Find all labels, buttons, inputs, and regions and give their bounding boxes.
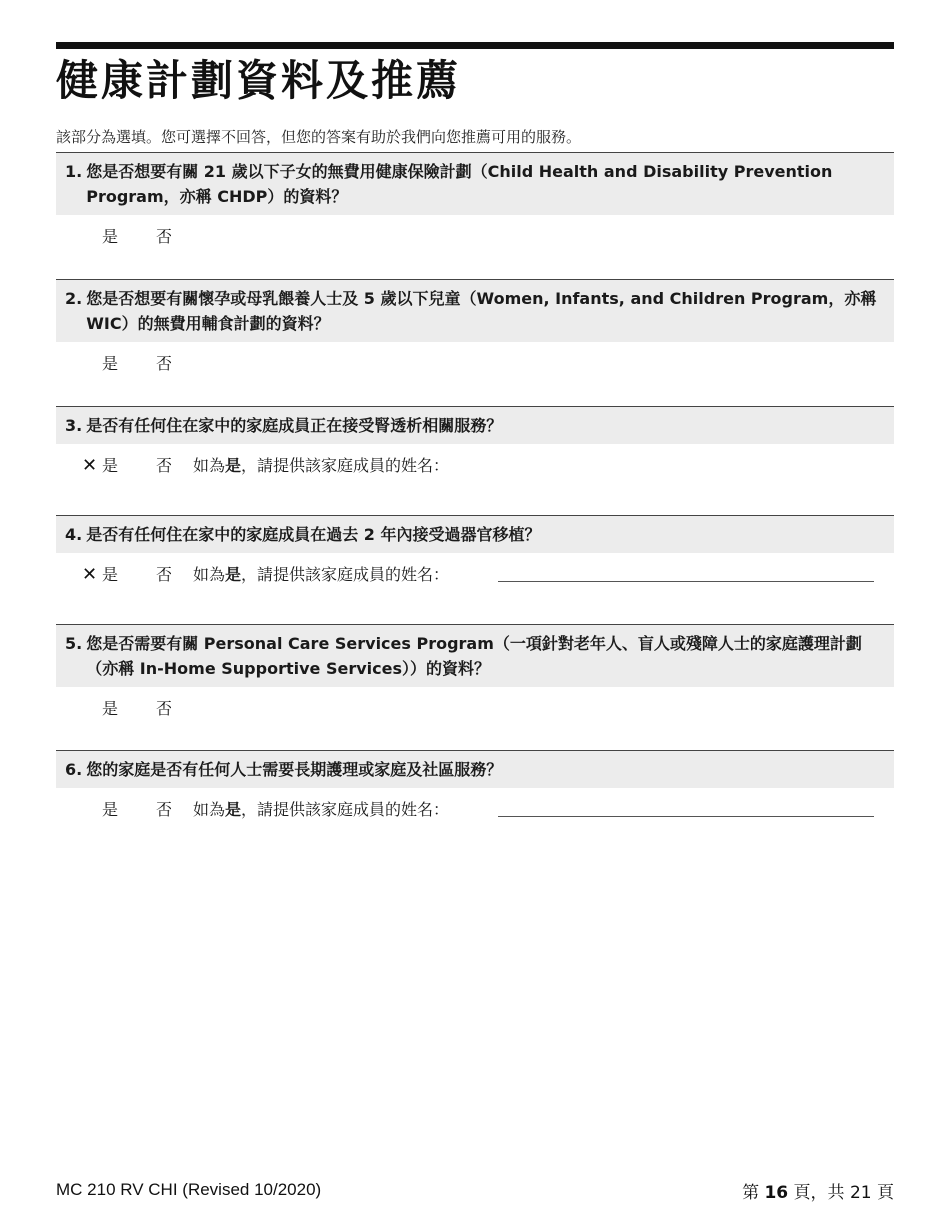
question-header (56, 406, 894, 444)
answer-row (56, 691, 894, 727)
form-id: MC 210 RV CHI (Revised 10/2020) (56, 1180, 322, 1199)
yes-option[interactable]: 是 (102, 699, 119, 718)
question-number: 5. (65, 634, 83, 653)
answer-row (56, 219, 894, 255)
if-yes-bold: 是 (225, 800, 242, 819)
no-option[interactable]: 否 (156, 227, 173, 246)
question-6 (56, 750, 894, 828)
question-header (56, 624, 894, 687)
if-yes-prefix: 如為 (193, 456, 226, 475)
if-yes-bold: 是 (225, 565, 242, 584)
question-1 (56, 152, 894, 255)
if-yes-suffix: ，請提供該家庭成員的姓名： (241, 800, 450, 819)
question-text: 您是否需要有關 Personal Care Services Program（一項針對老年人、盲人或殘障人士的家庭護理計劃（亦稱 In-Home Supportive Services））的資料？ (86, 634, 862, 678)
question-header (56, 152, 894, 215)
question-header (56, 515, 894, 553)
answer-row (56, 792, 894, 828)
question-number: 4. (65, 525, 83, 544)
checked-x-icon: ✕ (82, 455, 98, 476)
answer-row (56, 346, 894, 382)
no-option[interactable]: 否 (156, 354, 173, 373)
intro-text: 該部分為選填。您可選擇不回答，但您的答案有助於我們向您推薦可用的服務。 (56, 128, 582, 146)
yes-option[interactable]: 是 (102, 565, 119, 584)
if-yes-suffix: ，請提供該家庭成員的姓名： (241, 456, 450, 475)
question-number: 6. (65, 760, 83, 779)
question-4 (56, 515, 894, 593)
no-option[interactable]: 否 (156, 800, 173, 819)
answer-row (56, 557, 894, 593)
page-middle: 頁，共 (793, 1183, 845, 1203)
page-suffix: 頁 (877, 1183, 894, 1203)
if-yes-prefix: 如為 (193, 800, 226, 819)
question-text: 是否有任何住在家中的家庭成員在過去 2 年內接受過器官移植？ (86, 525, 541, 544)
yes-option[interactable]: 是 (102, 800, 119, 819)
no-option[interactable]: 否 (156, 699, 173, 718)
page-current: 16 (764, 1183, 789, 1203)
question-2 (56, 279, 894, 382)
question-number: 3. (65, 416, 83, 435)
question-number: 2. (65, 289, 83, 308)
if-yes-prompt (193, 448, 449, 484)
question-text: 是否有任何住在家中的家庭成員正在接受腎透析相關服務？ (86, 416, 503, 435)
name-input-line[interactable] (498, 816, 874, 817)
answer-row (56, 448, 894, 484)
no-option[interactable]: 否 (156, 456, 173, 475)
if-yes-prefix: 如為 (193, 565, 226, 584)
yes-option[interactable]: 是 (102, 456, 119, 475)
if-yes-prompt (193, 557, 449, 593)
question-number: 1. (65, 162, 83, 181)
name-input-line[interactable] (498, 581, 874, 582)
page-number (742, 1178, 894, 1203)
yes-option[interactable]: 是 (102, 227, 119, 246)
checked-x-icon: ✕ (82, 564, 98, 585)
question-text: 您是否想要有關 21 歲以下子女的無費用健康保險計劃（Child Health and Disability Prevention Program，亦稱 CHDP）的資料？ (86, 162, 833, 206)
yes-option[interactable]: 是 (102, 354, 119, 373)
page-prefix: 第 (742, 1183, 760, 1203)
no-option[interactable]: 否 (156, 565, 173, 584)
question-text: 您是否想要有關懷孕或母乳餵養人士及 5 歲以下兒童（Women, Infants, and Children Program，亦稱 WIC）的無費用輔食計劃的資料？ (86, 289, 877, 333)
question-text: 您的家庭是否有任何人士需要長期護理或家庭及社區服務？ (86, 760, 503, 779)
question-header (56, 279, 894, 342)
question-5 (56, 624, 894, 727)
page-title: 健康計劃資料及推薦 (56, 56, 462, 105)
if-yes-bold: 是 (225, 456, 242, 475)
question-3 (56, 406, 894, 484)
page-total: 21 (849, 1183, 872, 1203)
title-rule (56, 42, 894, 49)
form-page (56, 42, 894, 819)
if-yes-suffix: ，請提供該家庭成員的姓名： (241, 565, 450, 584)
if-yes-prompt (193, 792, 449, 828)
question-header (56, 750, 894, 788)
